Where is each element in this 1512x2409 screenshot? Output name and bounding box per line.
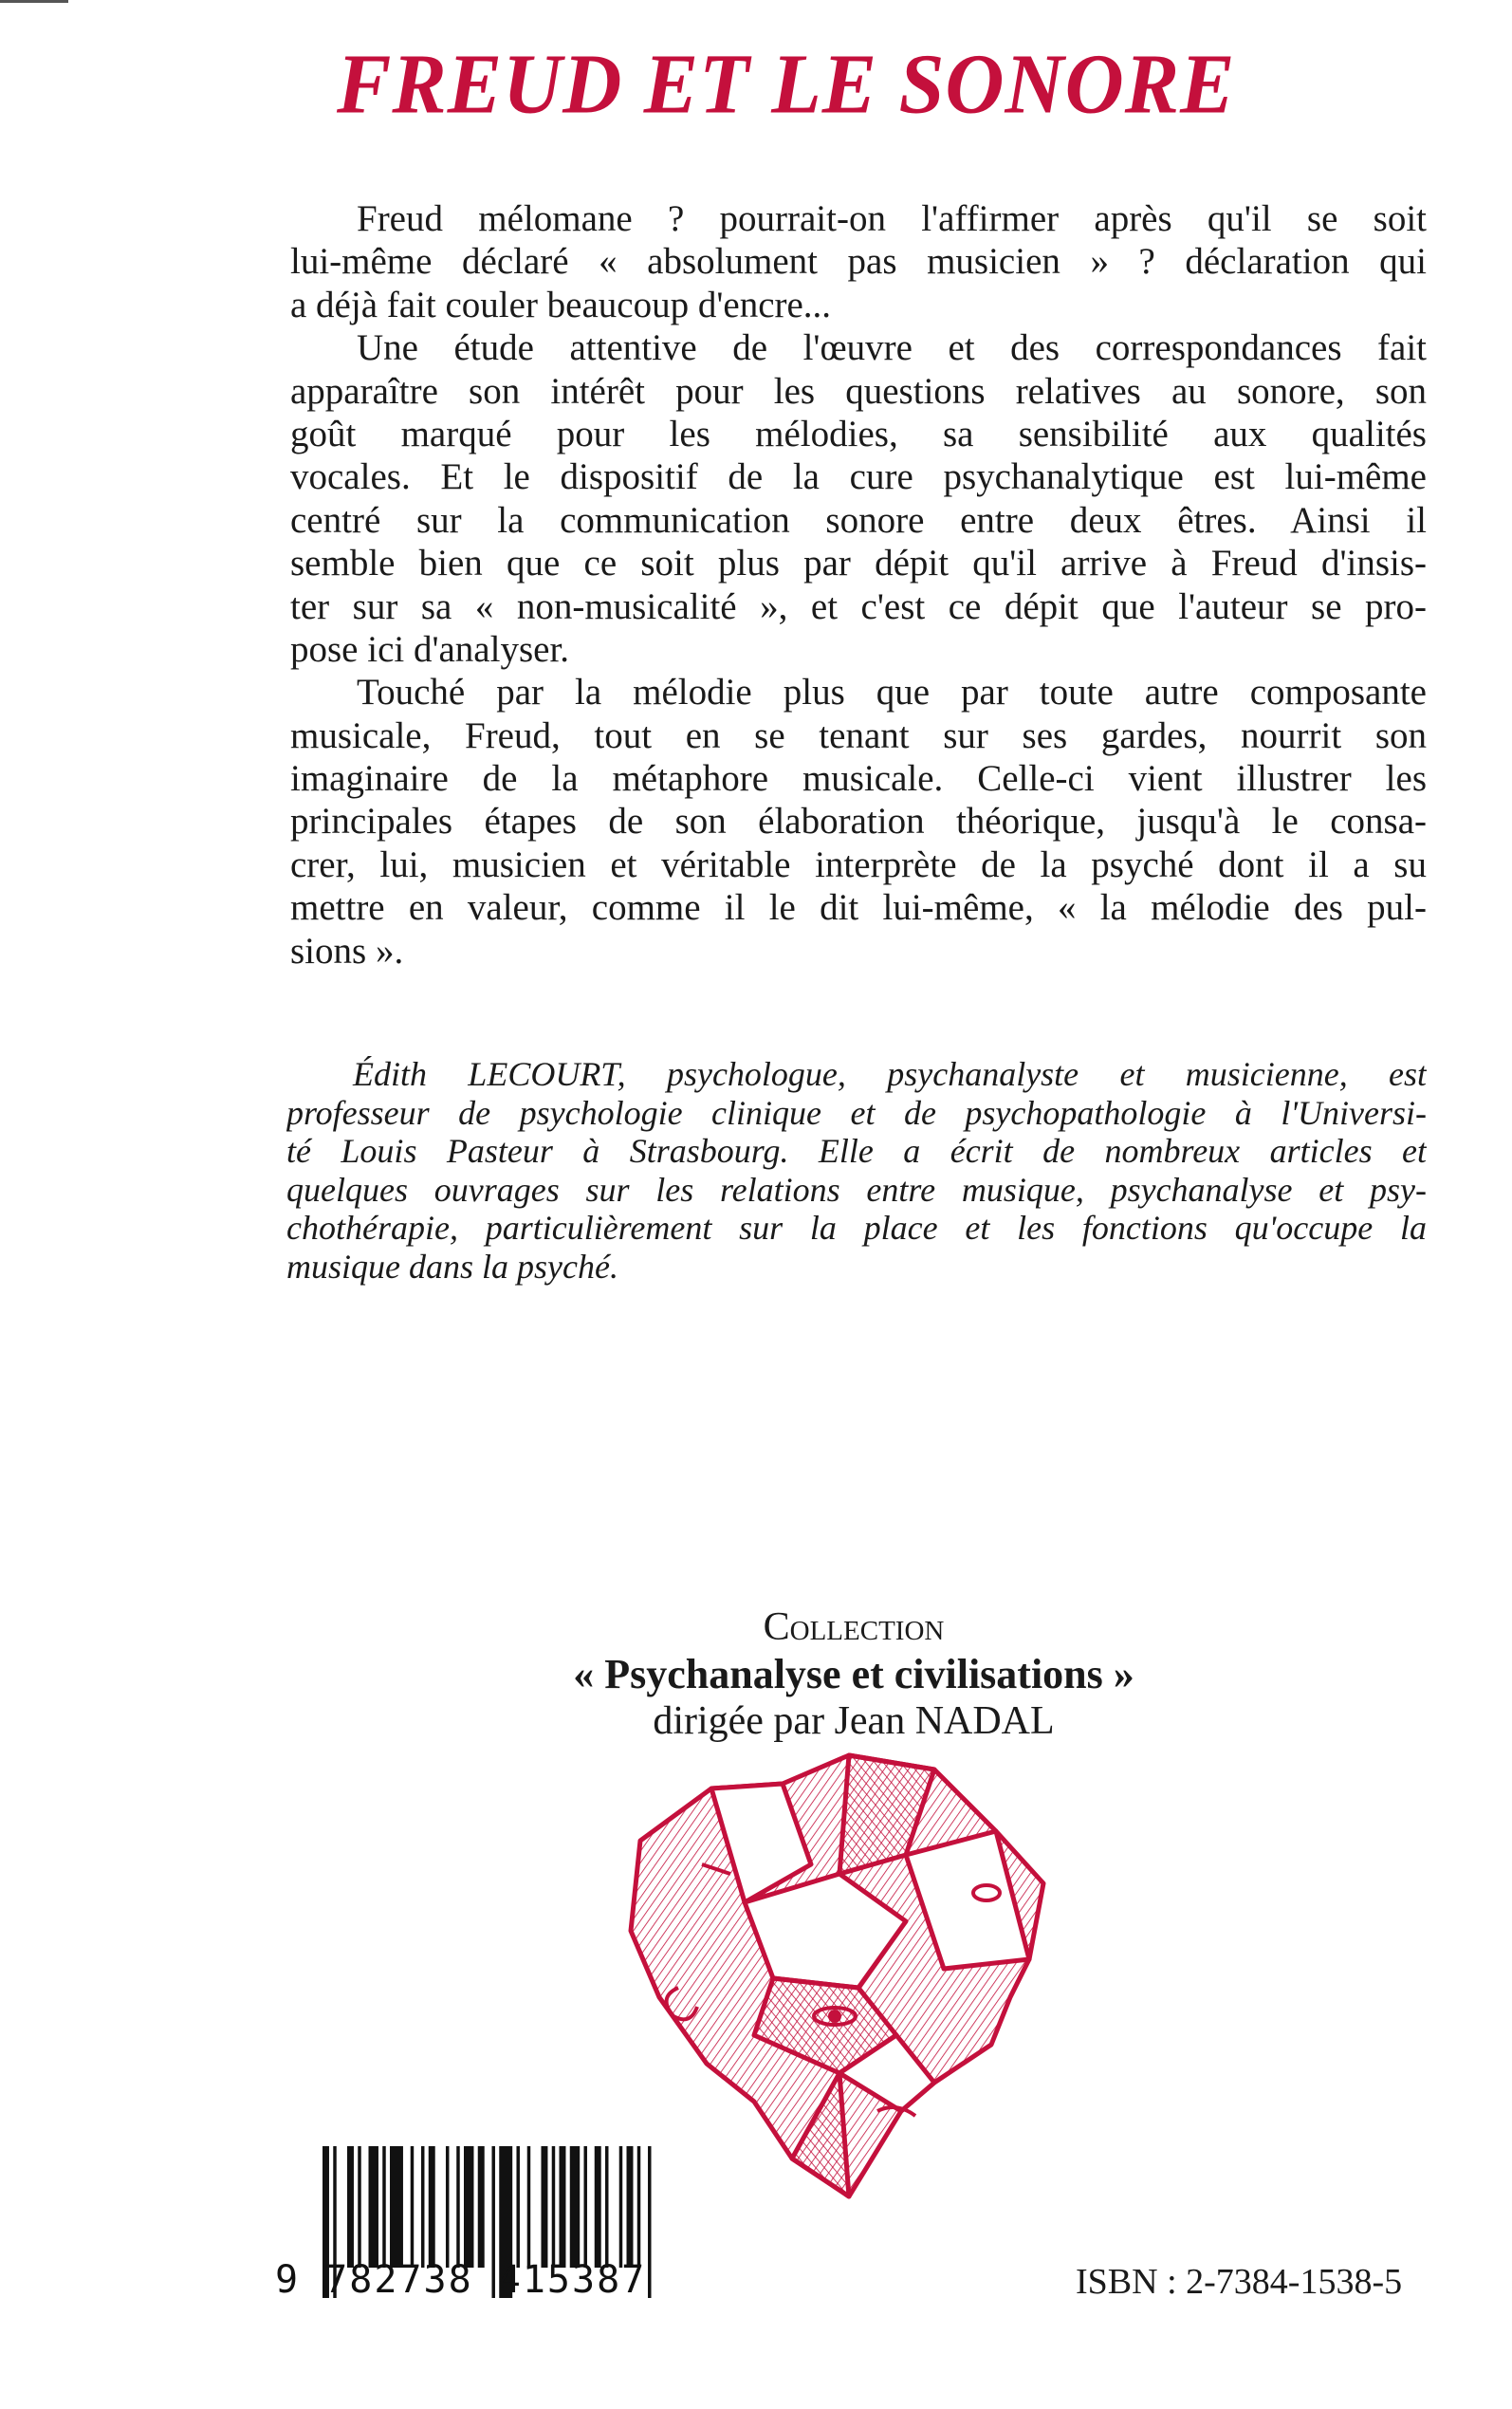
barcode-bar [464,2146,473,2268]
barcode-bar [456,2146,459,2268]
barcode-bar [478,2146,485,2268]
barcode-bar [429,2146,435,2268]
bio-line: té Louis Pasteur à Strasbourg. Elle a écrit de nombreux articles et [286,1132,1427,1171]
barcode-bar [446,2146,449,2268]
summary-line: a déjà fait couler beaucoup d'encre... [290,284,832,325]
summary-line: sions ». [290,930,404,972]
summary-line: imaginaire de la métaphore musicale. Celle-ci vient illustrer les [290,758,1427,800]
summary-line: centré sur la communication sonore entre deux êtres. Ainsi il [290,499,1427,541]
barcode-bar [583,2146,586,2268]
barcode-bar [627,2146,634,2268]
book-title: FREUD ET LE SONORE [337,35,1236,132]
bio-line: musique dans la psyché. [286,1247,618,1286]
summary-line: ter sur sa « non-musicalité », et c'est ce dépit que l'auteur se pro- [290,585,1427,627]
summary-line: mettre en valeur, comme il le dit lui-même, « la mélodie des pul- [290,887,1427,929]
collection-director: dirigée par Jean NADAL [653,1699,1055,1743]
barcode-bar [369,2146,378,2268]
barcode-bar [559,2146,565,2268]
author-bio [286,1055,1427,1287]
barcode-bar [595,2146,601,2268]
barcode-bar [552,2146,555,2268]
collection-logo-face-icon [621,1751,1058,2201]
summary-line: crer, lui, musicien et véritable interprète de la psyché dont il a su [290,843,1427,885]
barcode-bar [605,2146,608,2268]
bio-line: Édith LECOURT, psychologue, psychanalyste et musicienne, est [353,1055,1427,1093]
summary-line: vocales. Et le dispositif de la cure psychanalytique est lui-même [290,456,1427,498]
corner-crop-mark [0,0,68,3]
summary-line: Une étude attentive de l'œuvre et des correspondances fait [357,327,1427,369]
bio-line: quelques ouvrages sur les relations entre musique, psychanalyse et psy- [286,1170,1427,1209]
barcode-bar [347,2146,354,2268]
barcode-bar [390,2146,403,2268]
barcode-bar [358,2146,360,2268]
barcode-bar [411,2146,414,2268]
barcode-digits: 9 782738 415387 [275,2258,647,2302]
summary-line: Freud mélomane ? pourrait-on l'affirmer après qu'il se soit [357,198,1427,239]
summary-line: goût marqué pour les mélodies, sa sensibilité aux qualités [290,413,1427,454]
barcode-bar [648,2146,651,2298]
collection-label: Collection [763,1605,945,1649]
summary-line: Touché par la mélodie plus que par toute autre composante [357,672,1427,713]
bio-line: professeur de psychologie clinique et de psychopathologie à l'Universi- [286,1093,1427,1132]
summary-line: pose ici d'analyser. [290,628,570,670]
barcode-bar [527,2146,530,2268]
barcode-bar [619,2146,622,2268]
summary-line: principales étapes de son élaboration théorique, jusqu'à le consa- [290,801,1427,843]
barcode-bar [421,2146,424,2268]
barcode-bar [570,2146,580,2268]
summary-line: semble bien que ce soit plus par dépit qu'il arrive à Freud d'insis- [290,543,1427,584]
summary-line: lui-même déclaré « absolument pas musicien » ? déclaration qui [290,241,1427,283]
barcode-bar [637,2146,640,2268]
summary-line: musicale, Freud, tout en se tenant sur ses gardes, nourrit son [290,714,1427,756]
barcode-bar [382,2146,385,2268]
isbn-number: ISBN : 2-7384-1538-5 [1076,2262,1403,2302]
bio-line: chothérapie, particulièrement sur la place et les fonctions qu'occupe la [286,1209,1427,1248]
summary-line: apparaître son intérêt pour les questions relatives au sonore, son [290,370,1427,412]
summary-text [290,197,1427,973]
collection-name: « Psychanalyse et civilisations » [573,1651,1134,1697]
barcode-bar [541,2146,547,2268]
barcode-bar [516,2146,519,2268]
collection-info [474,1603,1233,1744]
